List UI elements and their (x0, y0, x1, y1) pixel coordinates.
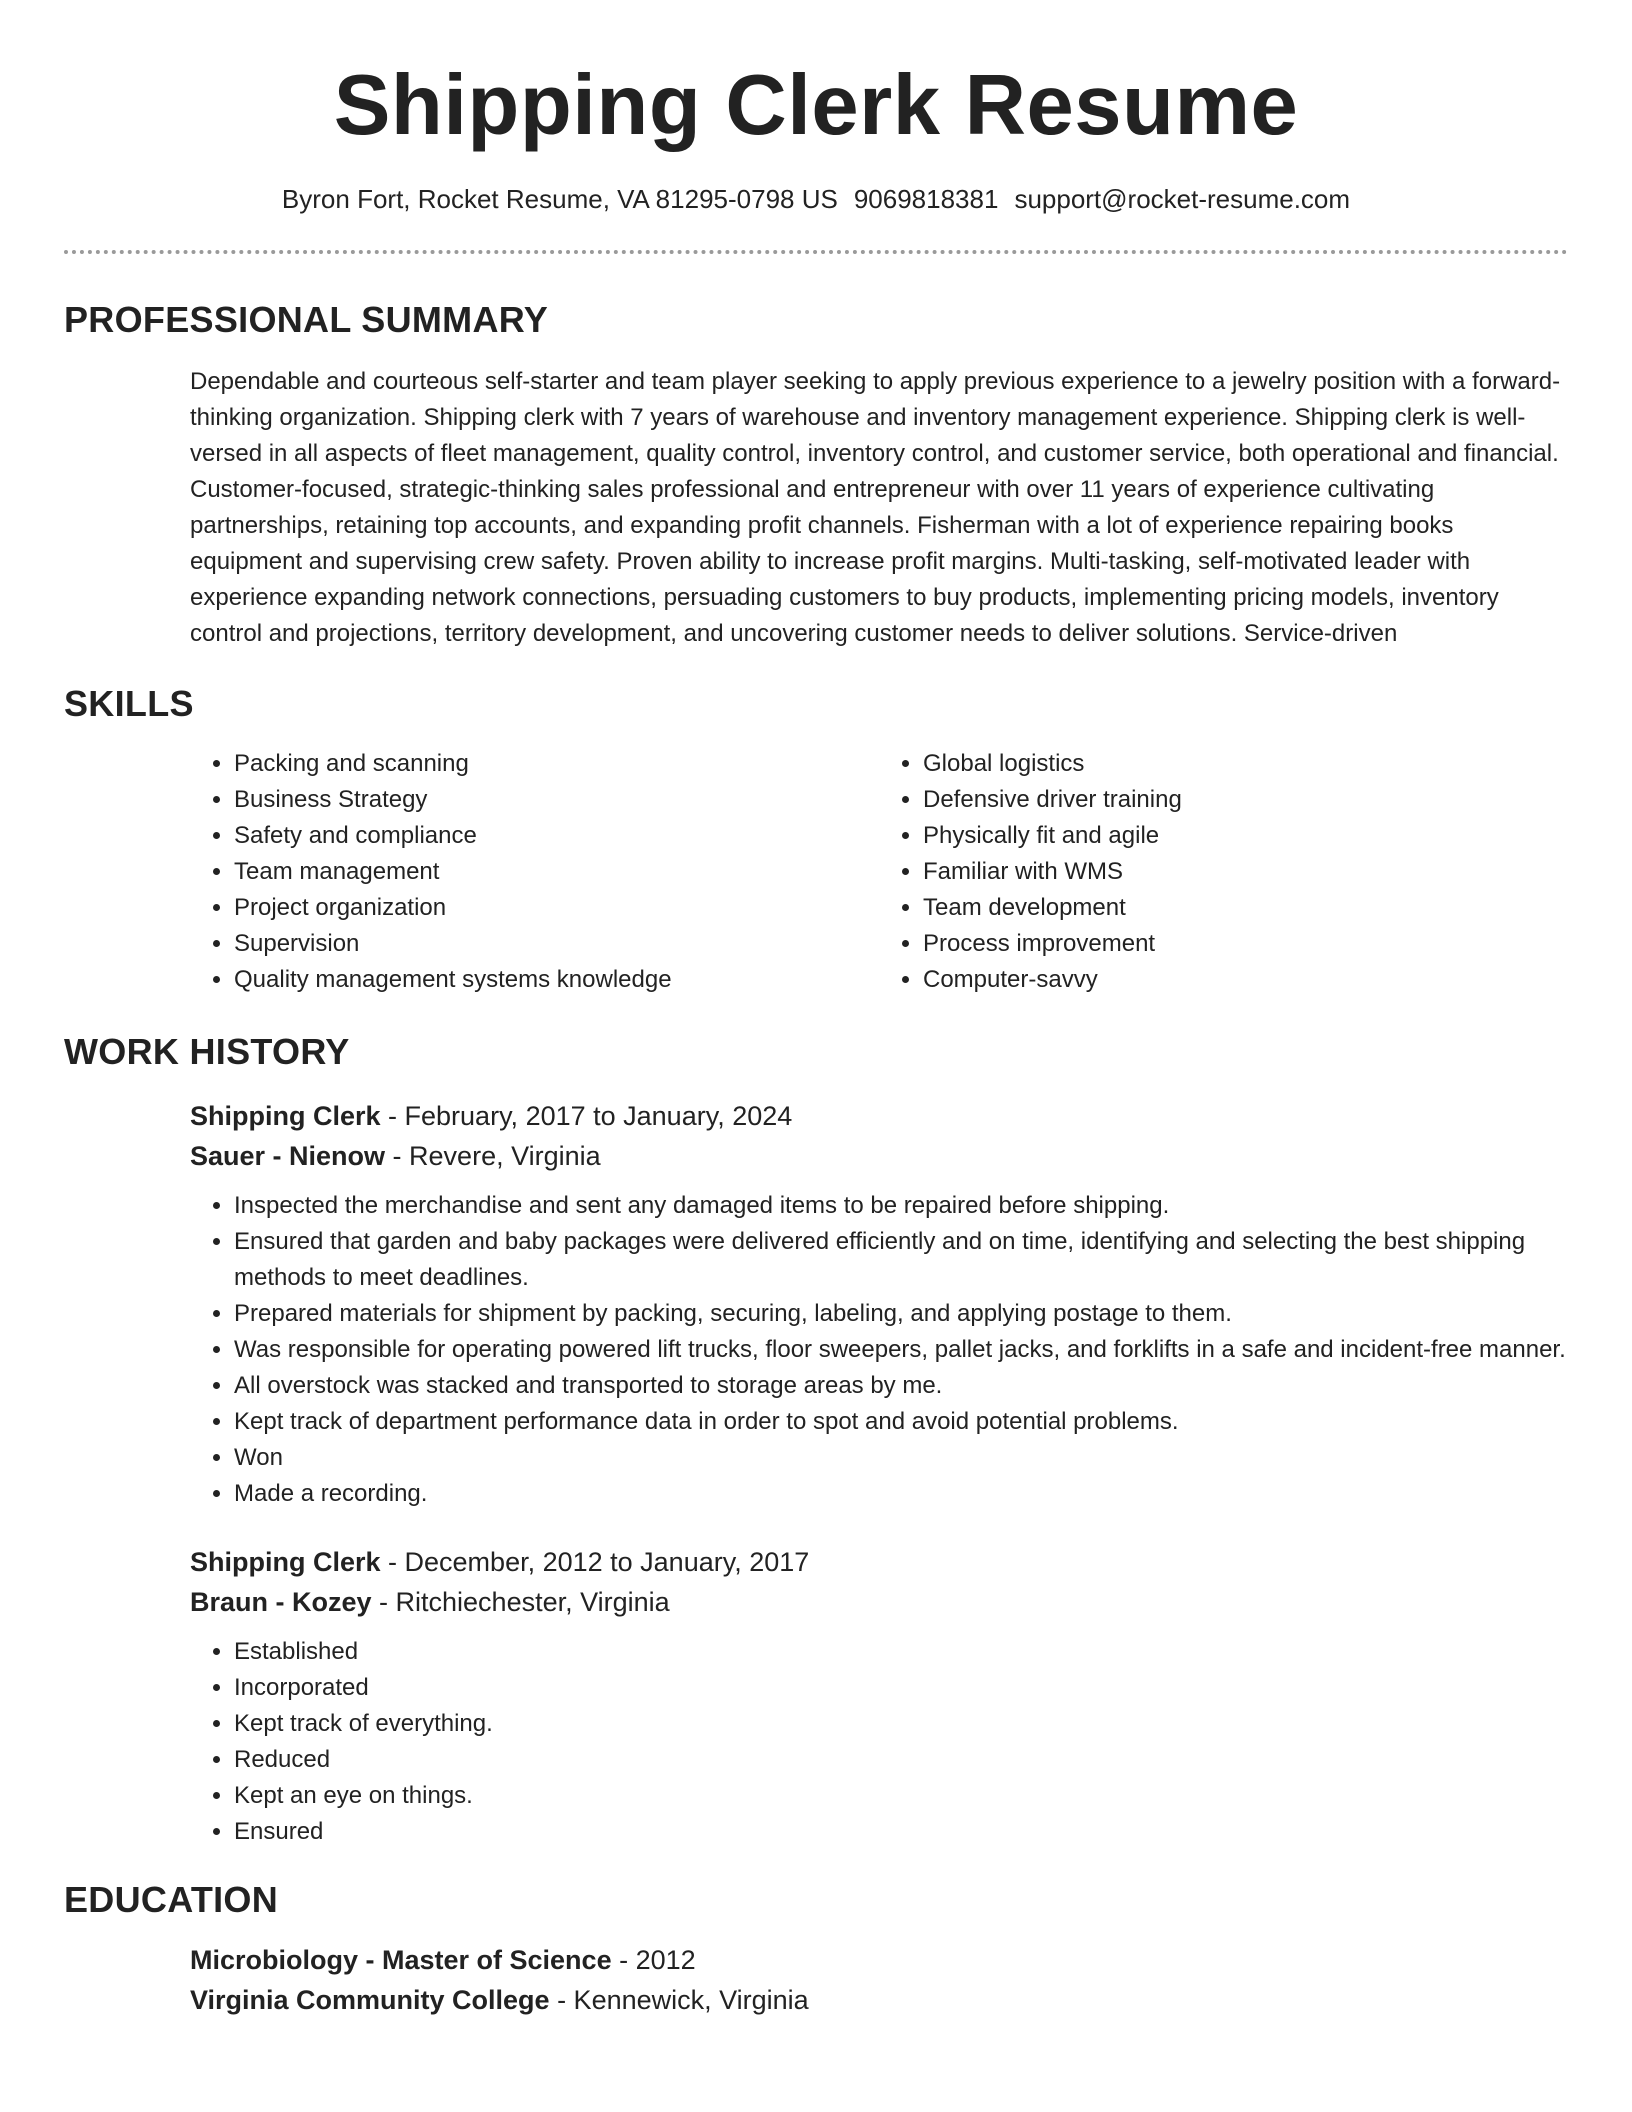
contact-line (64, 182, 1568, 216)
job-entry (190, 1096, 1568, 1512)
job-duties-list (190, 1634, 1568, 1850)
contact-email: support@rocket-resume.com (1014, 184, 1351, 214)
duty-item: • Established (234, 1634, 1568, 1670)
job-company-line (190, 1136, 1568, 1176)
education-year: - 2012 (611, 1945, 696, 1975)
contact-address: Byron Fort, Rocket Resume, VA 81295-0798 US (281, 184, 838, 214)
skill-item: • Business Strategy (234, 782, 879, 818)
summary-heading: PROFESSIONAL SUMMARY (64, 299, 549, 340)
summary-section (64, 298, 1568, 652)
skills-list-left (190, 746, 879, 998)
job-entry (190, 1542, 1568, 1850)
contact-phone: 9069818381 (853, 184, 999, 214)
education-degree-line (190, 1940, 1568, 1980)
skill-item: • Project organization (234, 890, 879, 926)
summary-text: Dependable and courteous self-starter and team player seeking to apply previous experience to a jewelry position with a forward-thinking organization. Shipping clerk with 7 years of warehouse and inventory management experience. Shipping clerk is well-versed in all aspects of fleet management, quality control, inventory control, and customer service, both operational and financial. Customer-focused, strategic-thinking sales professional and entrepreneur with over 11 years of experience cultivating partnerships, retaining top accounts, and expanding profit channels. Fisherman with a lot of experience repairing books equipment and supervising crew safety. Proven ability to increase profit margins. Multi-tasking, self-motivated leader with experience expanding network connections, persuading customers to buy products, implementing pricing models, inventory control and projections, territory development, and uncovering customer needs to deliver solutions. Service-driven (190, 368, 1561, 647)
education-school-line (190, 1980, 1568, 2020)
duty-item: • Kept track of department performance data in order to spot and avoid potential problems. (234, 1404, 1568, 1440)
skills-list-right (879, 746, 1568, 998)
duty-item: • Ensured that garden and baby packages were delivered efficiently and on time, identifying and selecting the best shipping methods to meet deadlines. (234, 1224, 1568, 1296)
skill-item: • Computer-savvy (923, 962, 1568, 998)
job-location: - Revere, Virginia (385, 1141, 601, 1171)
job-duties-list (190, 1188, 1568, 1512)
skill-item: • Packing and scanning (234, 746, 879, 782)
job-title-line (190, 1542, 1568, 1582)
job-dates: - December, 2012 to January, 2017 (380, 1547, 810, 1577)
duty-item: • Kept an eye on things. (234, 1778, 1568, 1814)
skill-item: • Process improvement (923, 926, 1568, 962)
job-dates: - February, 2017 to January, 2024 (380, 1101, 793, 1131)
duty-item: • Was responsible for operating powered lift trucks, floor sweepers, pallet jacks, and forklifts in a safe and incident-free manner. (234, 1332, 1568, 1368)
skills-section (64, 682, 1568, 998)
page-title: Shipping Clerk Resume (333, 58, 1299, 153)
duty-item: • All overstock was stacked and transported to storage areas by me. (234, 1368, 1568, 1404)
education-location: - Kennewick, Virginia (549, 1985, 809, 2015)
work-heading: WORK HISTORY (64, 1031, 350, 1072)
duty-item: • Reduced (234, 1742, 1568, 1778)
skill-item: • Team development (923, 890, 1568, 926)
duty-item: • Made a recording. (234, 1476, 1568, 1512)
skill-item: • Physically fit and agile (923, 818, 1568, 854)
job-company: Braun - Kozey (190, 1587, 372, 1617)
education-school: Virginia Community College (190, 1985, 550, 2015)
skills-heading: SKILLS (64, 683, 194, 724)
job-company-line (190, 1582, 1568, 1622)
duty-item: • Inspected the merchandise and sent any damaged items to be repaired before shipping. (234, 1188, 1568, 1224)
job-company: Sauer - Nienow (190, 1141, 386, 1171)
duty-item: • Prepared materials for shipment by packing, securing, labeling, and applying postage to them. (234, 1296, 1568, 1332)
job-title: Shipping Clerk (190, 1547, 381, 1577)
header-divider (64, 250, 1568, 254)
job-location: - Ritchiechester, Virginia (371, 1587, 670, 1617)
skill-item: • Defensive driver training (923, 782, 1568, 818)
duty-item: • Won (234, 1440, 1568, 1476)
job-title: Shipping Clerk (190, 1101, 381, 1131)
skill-item: • Global logistics (923, 746, 1568, 782)
skill-item: • Supervision (234, 926, 879, 962)
skill-item: • Quality management systems knowledge (234, 962, 879, 998)
duty-item: • Kept track of everything. (234, 1706, 1568, 1742)
duty-item: • Ensured (234, 1814, 1568, 1850)
skill-item: • Familiar with WMS (923, 854, 1568, 890)
work-section (64, 1030, 1568, 1850)
duty-item: • Incorporated (234, 1670, 1568, 1706)
education-degree: Microbiology - Master of Science (190, 1945, 612, 1975)
education-section (64, 1878, 1568, 2020)
job-title-line (190, 1096, 1568, 1136)
education-heading: EDUCATION (64, 1879, 279, 1920)
skill-item: • Team management (234, 854, 879, 890)
skill-item: • Safety and compliance (234, 818, 879, 854)
